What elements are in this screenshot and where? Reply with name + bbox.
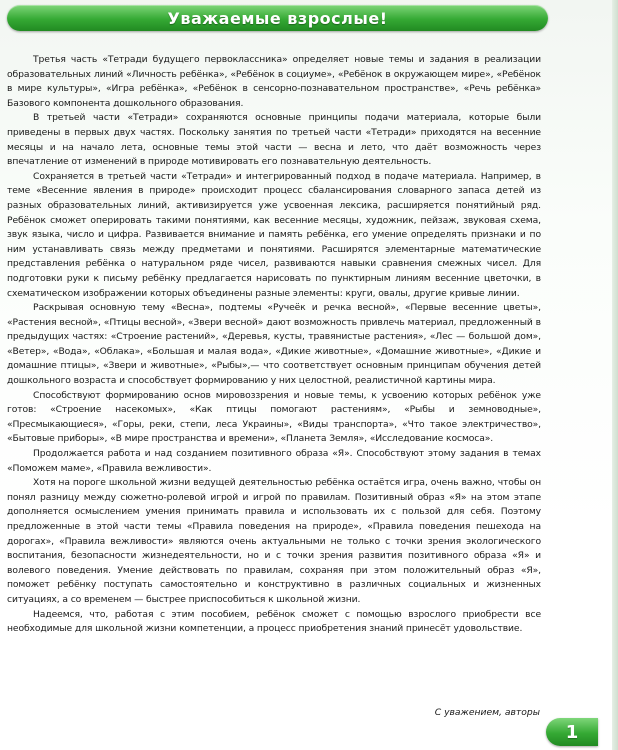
- signature: С уважением, авторы: [434, 707, 540, 718]
- page-edge-strip: [612, 0, 618, 750]
- paragraph: Раскрывая основную тему «Весна», подтемы «Ручеёк и речка весной», «Первые весенние цветы», «Растения весной», «Птицы весной», «Звери весной» дают возможность привлечь материал, предложенный в предыдущих частях: «Строение растений», «Деревья, кусты, травянистые растения», «Лес — большой дом», «Ветер», «Вода», «Облака», «Большая и малая вода», «Дикие животные», «Домашние животные», «Дикие и домашние птицы», «Звери и животные», «Рыбы»,— что соответствует основным принципам обучения детей дошкольного возраста и способствует формированию у них целостной, реалистичной картины мира.: [7, 302, 541, 387]
- paragraph: Третья часть «Тетради будущего первоклассника» определяет новые темы и задания в реализации образовательных линий «Личность ребёнка», «Ребёнок в социуме», «Ребёнок в окружающем мире», «Ребёнок в мире культуры», «Игра ребёнка», «Ребёнок в сенсорно-познавательном пространстве», «Речь ребёнка» Базового компонента дошкольного образования.: [7, 54, 541, 109]
- paragraph: Хотя на пороге школьной жизни ведущей деятельностью ребёнка остаётся игра, очень важно, чтобы он понял разницу между сюжетно-ролевой игрой и игрой по правилам. Позитивный образ «Я» на этом этапе дополняется осмыслением умения принимать правила и использовать их с пользой для себя. Поэтому предложенные в этой части темы «Правила поведения на природе», «Правила поведения пешехода на дорогах», «Правила вежливости» являются очень актуальными не только с точки зрения экологического воспитания, безопасности жизнедеятельности, но и с точки зрения развития позитивного образа «Я» и волевого поведения. Умение действовать по правилам, сохраняя при этом положительный образ «Я», поможет ребёнку поступать самостоятельно и конструктивно в различных социальных и жизненных ситуациях, а со временем — быстрее приспособиться к школьной жизни.: [7, 477, 541, 605]
- paragraph: Продолжается работа и над созданием позитивного образа «Я». Способствуют этому задания в темах «Поможем маме», «Правила вежливости».: [7, 448, 541, 474]
- paragraph: Сохраняется в третьей части «Тетради» и интегрированный подход в подаче материала. Например, в теме «Весенние явления в природе» происходит процесс сбалансирования словарного запаса детей из разных образовательных линий, активизируется уже усвоенная лексика, расширяется понятийный ряд. Ребёнок сможет оперировать такими понятиями, как весенние месяцы, художник, пейзаж, звуковая схема, звук языка, число и цифра. Развивается внимание и память ребёнка, его умение определять признаки и по ним устанавливать связь между предметами и понятиями. Расширятся элементарные математические представления ребёнка о натуральном ряде чисел, развиваются навыки сравнения смежных чисел. Для подготовки руки к письму ребёнку предлагается нарисовать по пунктирным линиям весенние цветочки, в схематическом изображении которых объединены разные элементы: круги, овалы, другие кривые линии.: [7, 170, 541, 299]
- page-number: 1: [565, 721, 579, 743]
- paragraph: Надеемся, что, работая с этим пособием, ребёнок сможет с помощью взрослого приобрести все необходимые для школьной жизни компетенции, а процесс приобретения знаний принесёт удовольствие.: [7, 608, 541, 635]
- paragraph: В третьей части «Тетради» сохраняются основные принципы подачи материала, которые были приведены в первых двух частях. Поскольку занятия по третьей части «Тетради» приходятся на весенние месяцы и на начало лета, основные темы этой части — весна и лето, что даёт возможность через впечатление от изменений в природе мотивировать его познавательную деятельность.: [7, 112, 541, 168]
- page-title: Уважаемые взрослые!: [167, 8, 388, 28]
- body-text: [7, 53, 541, 637]
- page-number-badge: [546, 718, 598, 746]
- paragraph: Способствуют формированию основ мировоззрения и новые темы, к усвоению которых ребёнок уже готов: «Строение насекомых», «Как птицы помогают растениям», «Рыбы и земноводные», «Пресмыкающиеся», «Горы, реки, степи, леса Украины», «Виды транспорта», «Что такое электричество», «Бытовые приборы», «В мире пространства и времени», «Планета Земля», «Исследование космоса».: [7, 389, 541, 445]
- header-banner: [7, 5, 548, 31]
